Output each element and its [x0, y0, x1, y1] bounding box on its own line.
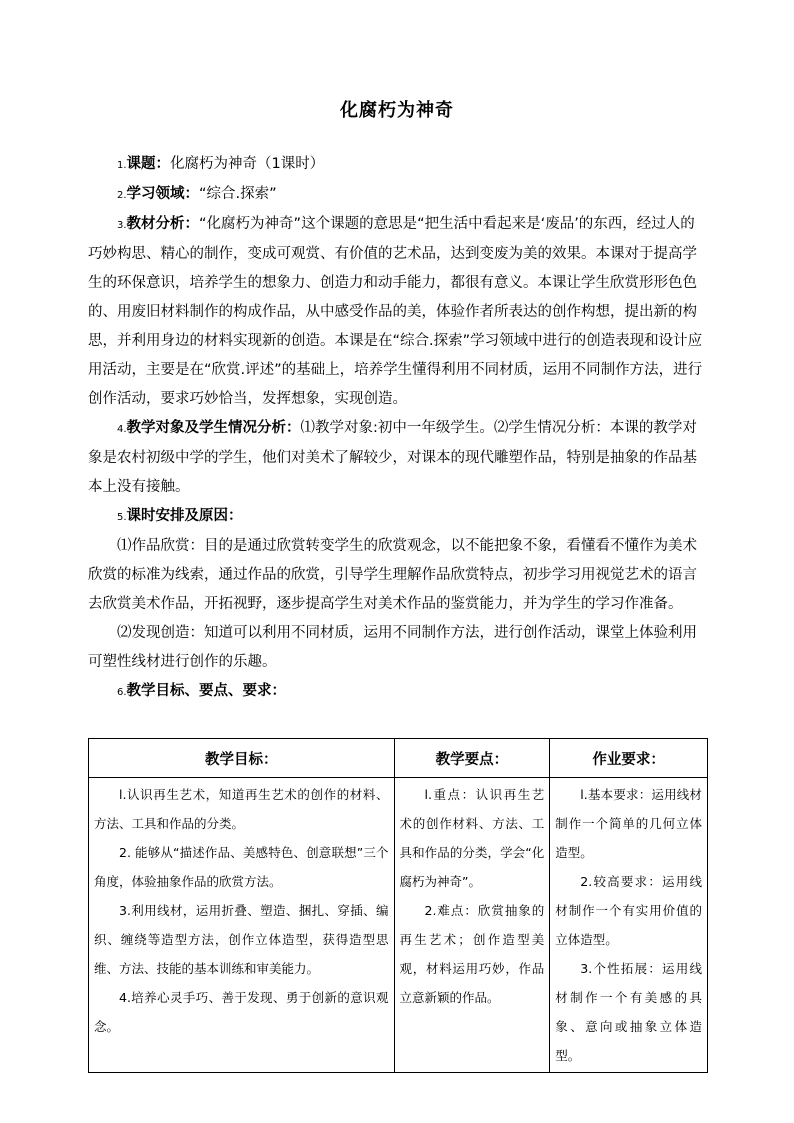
- document-body: [88, 150, 708, 707]
- objective-item: 4.培养心灵手巧、善于发现、勇于创新的意识观念。: [94, 990, 389, 1034]
- section-3: [88, 210, 708, 414]
- section-label: 教学对象及学生情况分析：: [126, 420, 301, 436]
- section-4: [88, 414, 708, 502]
- cell-assignment: [550, 778, 708, 1073]
- section-6: [88, 677, 708, 707]
- section-5: [88, 502, 708, 532]
- section-text: ⑴教学对象:初中一年级学生。⑵学生情况分析：本课的教学对象是农村初级中学的学生，他们对美术了解较少，对课本的现代雕塑作品，特别是抽象的作品基本上没有接触。: [88, 420, 697, 495]
- header-key-points: 教学要点：: [394, 739, 550, 778]
- section-5-paragraph-2: ⑵发现创造：知道可以利用不同材质，运用不同制作方法，进行创作活动，课堂上体验利用可塑性线材进行创作的乐趣。: [88, 625, 697, 670]
- assignment-item: l.基本要求：运用线材制作一个简单的几何立体造型。: [555, 787, 702, 860]
- cell-objectives: [89, 778, 395, 1073]
- header-assignment: 作业要求：: [550, 739, 708, 778]
- objective-item: l.认识再生艺术，知道再生艺术的创作的材料、方法、工具和作品的分类。: [94, 787, 389, 831]
- section-number: 4.: [117, 424, 127, 435]
- section-number: 2.: [117, 190, 127, 201]
- section-label: 学习领域：: [126, 186, 200, 202]
- section-label: 课题：: [126, 156, 171, 172]
- page-title: 化腐朽为神奇: [340, 100, 454, 121]
- section-1: [88, 150, 708, 180]
- table-header-row: [89, 739, 708, 778]
- header-objectives: 教学目标：: [89, 739, 395, 778]
- section-number: 1.: [117, 160, 127, 171]
- assignment-item: 2.较高要求：运用线材制作一个有实用价值的立体造型。: [555, 874, 702, 947]
- objective-item: 3.利用线材，运用折叠、塑造、捆扎、穿插、编织、缠绕等造型方法，创作立体造型，获得造型思维、方法、技能的基本训练和审美能力。: [94, 903, 389, 976]
- section-text: “综合.探索”: [199, 186, 277, 202]
- assignment-item: 3.个性拓展：运用线材制作一个有美感的具象、意向或抽象立体造型。: [555, 961, 702, 1063]
- section-number: 6.: [117, 687, 127, 698]
- section-text: “化腐朽为神奇”这个课题的意思是“把生活中看起来是‘废品’的东西，经过人的巧妙构思、精心的制作，变成可观赏、有价值的艺术品，达到变废为美的效果。本课对于提高学生的环保意识，培养学生的想象力、创造力和动手能力，都很有意义。本课让学生欣赏形形色色的、用废旧材料制作的构成作品，从中感受作品的美，体验作者所表达的创作构想，提出新的构思，并利用身边的材料实现新的创造。本课是在“综合.探索”学习领域中进行的创造表现和设计应用活动，主要是在“欣赏.评述”的基础上，培养学生懂得利用不同材质，运用不同制作方法，进行创作活动，要求巧妙恰当，发挥想象，实现创造。: [88, 216, 703, 407]
- section-label: 课时安排及原因：: [126, 508, 243, 524]
- section-label: 教材分析：: [126, 216, 200, 232]
- key-point-item: l.重点：认识再生艺术的创作材料、方法、工具和作品的分类，学会“化腐朽为神奇”。: [399, 787, 545, 889]
- objective-item: 2. 能够从“描述作品、美感特色、创意联想”三个角度，体验抽象作品的欣赏方法。: [94, 845, 389, 889]
- cell-key-points: [394, 778, 550, 1073]
- section-number: 3.: [117, 220, 127, 231]
- section-5-paragraph-1: ⑴作品欣赏：目的是通过欣赏转变学生的欣赏观念，以不能把象不象，看懂看不懂作为美术欣赏的标准为线索，通过作品的欣赏，引导学生理解作品欣赏特点，初步学习用视觉艺术的语言去欣赏美术作品，开拓视野，逐步提高学生对美术作品的鉴赏能力，并为学生的学习作准备。: [88, 538, 697, 612]
- key-point-item: 2.难点：欣赏抽象的再生艺术；创作造型美观，材料运用巧妙，作品立意新颖的作品。: [399, 903, 545, 1005]
- section-number: 5.: [117, 512, 127, 523]
- section-text: 化腐朽为神奇（1课时）: [170, 156, 325, 172]
- table-row: [89, 778, 708, 1073]
- section-label: 教学目标、要点、要求：: [126, 683, 287, 699]
- objectives-table: [88, 738, 708, 1073]
- section-2: [88, 180, 708, 210]
